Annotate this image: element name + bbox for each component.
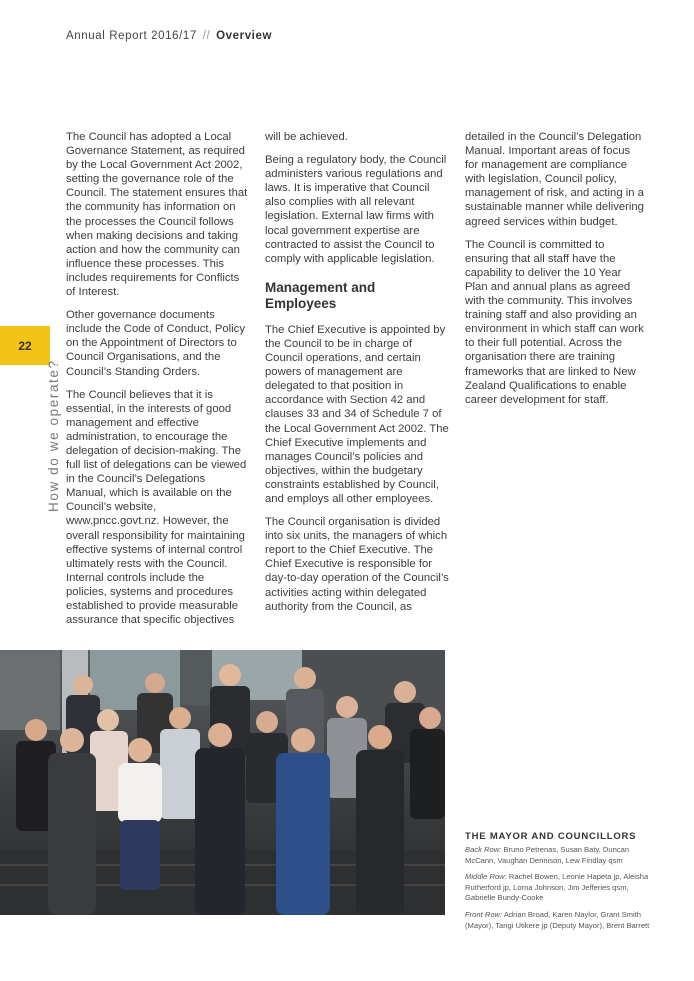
- paragraph: The Council believes that it is essential, in the interests of good management and effective administration, to encourage the delegation of decision-making. The full list of delegations can be viewed in the Council’s Delegations Manual, which is available on the Council’s website, www.pncc.govt.nz. However, the overall responsibility for maintaining effective systems of internal control ultimately rests with the Council. Internal controls include the policies, systems and procedures established to provide measurable assurance that specific objectives: [66, 388, 247, 627]
- caption-row-label: Back Row:: [465, 845, 502, 854]
- paragraph: The Council is committed to ensuring that all staff have the capability to deliver the 10 Year Plan and annual plans as agreed with the community. This involves training staff and also providing an environment in which staff can work to their full potential. Across the organisation there are training frameworks that are linked to New Zealand Qualifications to enable career development for staff.: [465, 238, 644, 406]
- section-title: Overview: [216, 30, 273, 42]
- page-number-tab: [0, 326, 50, 365]
- caption-row-middle: [465, 872, 655, 904]
- caption-row-names: Rachel Bowen, Leonie Hapeta jp, Aleisha Rutherford jp, Lorna Johnson, Jim Jefferies qsm, Gabrielle Bundy-Cooke: [465, 872, 649, 903]
- group-photo-illustration: [0, 650, 445, 915]
- paragraph: Being a regulatory body, the Council administers various regulations and laws. It is imperative that Council also complies with all relevant legislation. External law firms with local government expertise are contracted to assist the Council to comply with applicable legislation.: [265, 154, 447, 265]
- paragraph: detailed in the Council’s Delegation Manual. Important areas of focus for management are compliance with legislation, Council policy, management of risk, and acting in a sustainable manner while delivering agreed services within budget.: [465, 131, 644, 228]
- paragraph: The Council organisation is divided into six units, the managers of which report to the Chief Executive. The Chief Executive is responsible for day-to-day operation of the Council’s activities acting within delegated authority from the Council, as: [265, 516, 449, 613]
- text-column-2: [265, 130, 450, 623]
- paragraph: The Council has adopted a Local Governance Statement, as required by the Local Government Act 2002, setting the governance role of the Council. The statement ensures that the community has information on the processes the Council follows when making decisions and taking action and how the community can influence these processes. This includes requirements for Conflicts of Interest.: [66, 131, 248, 299]
- header-separator: //: [202, 30, 211, 42]
- caption-row-label: Middle Row:: [465, 872, 507, 882]
- group-photo: [0, 650, 445, 915]
- caption-title: THE MAYOR AND COUNCILLORS: [465, 831, 637, 842]
- caption-row-back: [465, 845, 655, 866]
- photo-caption: [465, 831, 655, 937]
- text-column-3: [465, 130, 645, 416]
- text-column-1: [66, 130, 248, 636]
- section-heading: Management and Employees: [265, 279, 376, 312]
- caption-row-label: Front Row:: [465, 909, 503, 919]
- side-title: How do we operate?: [46, 359, 61, 512]
- report-title: Annual Report 2016/17: [66, 30, 197, 42]
- report-header: [66, 30, 272, 42]
- paragraph: will be achieved.: [265, 131, 348, 143]
- caption-row-names: Adrian Broad, Karen Naylor, Grant Smith (Mayor), Tangi Utikere jp (Deputy Mayor), Brent Barrett: [465, 909, 650, 930]
- page-number: 22: [18, 338, 32, 353]
- caption-row-names: Bruno Petrenas, Susan Baty, Duncan McCann, Vaughan Dennison, Lew Findlay qsm: [465, 845, 630, 865]
- caption-row-front: [465, 910, 655, 931]
- paragraph: The Chief Executive is appointed by the Council to be in charge of Council operations, and certain powers of management are delegated to that position in accordance with Section 42 and clauses 33 and 34 of Schedule 7 of the Local Government Act 2002. The Chief Executive implements and manages Council’s policies and objectives, within the budgetary constraints established by Council, and employs all other employees.: [265, 323, 449, 505]
- paragraph: Other governance documents include the Code of Conduct, Policy on the Appointment of Directors to Council Organisations, and the Council’s Standing Orders.: [66, 309, 245, 378]
